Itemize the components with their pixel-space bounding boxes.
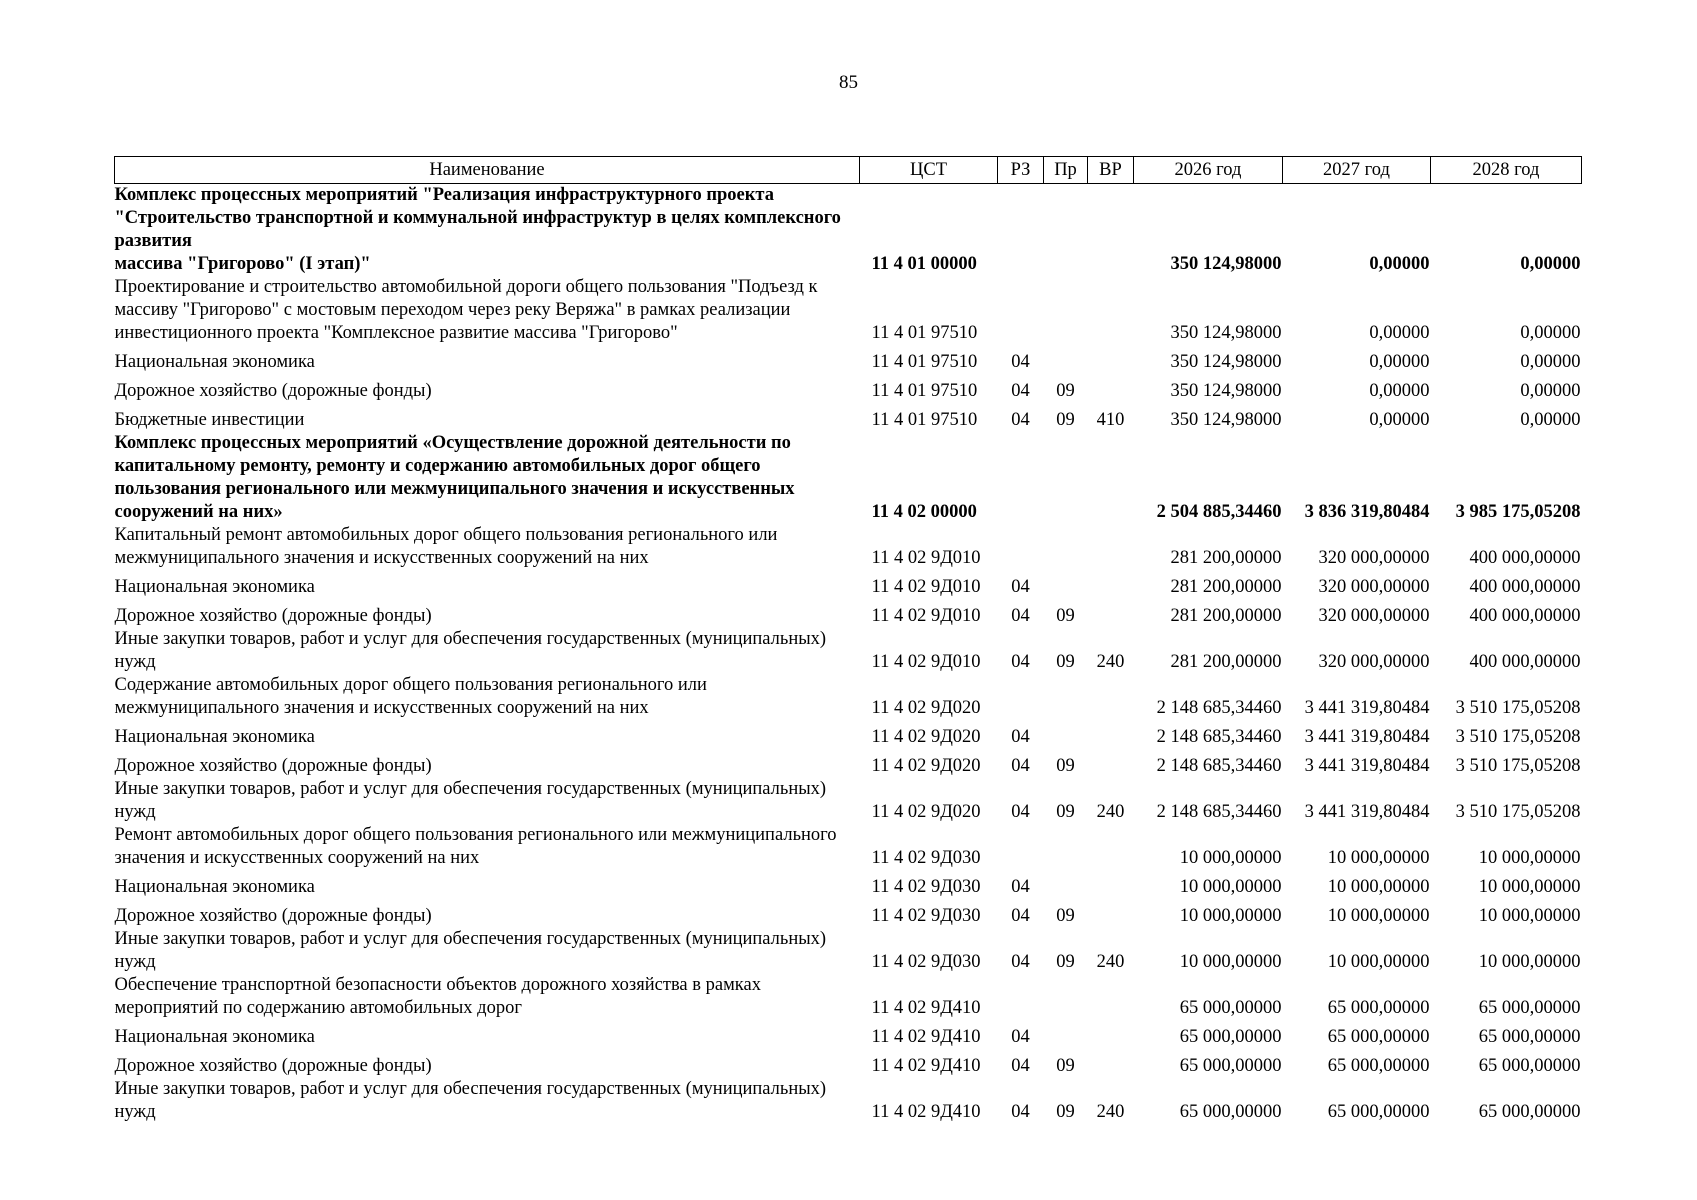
cell-pr bbox=[1044, 974, 1088, 1020]
table-row bbox=[115, 1078, 1582, 1124]
cell-y2028: 3 510 175,05208 bbox=[1455, 756, 1581, 776]
table-row bbox=[115, 1020, 1582, 1049]
cell-y2027: 3 836 319,80484 bbox=[1304, 502, 1430, 522]
cell-cst: 11 4 02 9Д030 bbox=[871, 848, 981, 868]
cell-pr bbox=[1044, 184, 1088, 277]
cell-cst: 11 4 02 9Д010 bbox=[871, 548, 981, 568]
cell-cst: 11 4 02 9Д010 bbox=[871, 652, 981, 672]
cell-y2026: 350 124,98000 bbox=[1170, 254, 1282, 274]
cell-y2028: 0,00000 bbox=[1520, 254, 1581, 274]
cell-name: Дорожное хозяйство (дорожные фонды) bbox=[114, 906, 432, 926]
cell-y2026: 350 124,98000 bbox=[1170, 381, 1282, 401]
page-number: 85 bbox=[839, 72, 858, 93]
cell-cst: 11 4 01 97510 bbox=[871, 323, 978, 343]
cell-y2026: 65 000,00000 bbox=[1179, 1027, 1282, 1047]
cell-y2027: 3 441 319,80484 bbox=[1304, 727, 1430, 747]
cell-cst: 11 4 02 9Д030 bbox=[871, 906, 981, 926]
header-2028: 2028 год bbox=[1431, 157, 1582, 184]
cell-y2026: 10 000,00000 bbox=[1179, 952, 1282, 972]
cell-y2026: 65 000,00000 bbox=[1179, 1056, 1282, 1076]
table-body bbox=[115, 184, 1582, 1125]
table-row bbox=[115, 870, 1582, 899]
cell-pr bbox=[1044, 276, 1088, 345]
cell-y2027: 3 441 319,80484 bbox=[1304, 698, 1430, 718]
cell-y2027: 0,00000 bbox=[1369, 254, 1430, 274]
cell-vr: 410 bbox=[1096, 410, 1125, 430]
cell-cst: 11 4 02 9Д410 bbox=[871, 1027, 981, 1047]
table-row bbox=[115, 403, 1582, 432]
cell-rz: 04 bbox=[1011, 756, 1030, 776]
cell-y2027: 0,00000 bbox=[1369, 323, 1430, 343]
cell-y2027: 0,00000 bbox=[1369, 410, 1430, 430]
cell-y2026: 10 000,00000 bbox=[1179, 906, 1282, 926]
cell-name: Национальная экономика bbox=[114, 877, 315, 897]
header-pr: Пр bbox=[1044, 157, 1088, 184]
table-row bbox=[115, 749, 1582, 778]
cell-cst: 11 4 02 9Д010 bbox=[871, 577, 981, 597]
cell-rz: 04 bbox=[1011, 381, 1030, 401]
cell-rz: 04 bbox=[1011, 577, 1030, 597]
table-row bbox=[115, 899, 1582, 928]
cell-y2028: 400 000,00000 bbox=[1469, 577, 1581, 597]
cell-pr: 09 bbox=[1056, 802, 1075, 822]
table-row bbox=[115, 524, 1582, 570]
cell-rz: 04 bbox=[1011, 906, 1030, 926]
cell-vr: 240 bbox=[1096, 1102, 1125, 1122]
cell-pr bbox=[1044, 720, 1088, 749]
cell-pr bbox=[1044, 570, 1088, 599]
cell-vr bbox=[1088, 824, 1134, 870]
cell-y2026: 350 124,98000 bbox=[1170, 352, 1282, 372]
cell-y2028: 400 000,00000 bbox=[1469, 652, 1581, 672]
cell-rz bbox=[998, 524, 1044, 570]
cell-cst: 11 4 02 9Д030 bbox=[871, 877, 981, 897]
cell-vr bbox=[1088, 599, 1134, 628]
cell-y2028: 65 000,00000 bbox=[1478, 1056, 1581, 1076]
cell-y2026: 281 200,00000 bbox=[1170, 577, 1282, 597]
cell-y2026: 2 148 685,34460 bbox=[1156, 727, 1282, 747]
cell-y2028: 3 510 175,05208 bbox=[1455, 698, 1581, 718]
cell-y2027: 65 000,00000 bbox=[1327, 1102, 1430, 1122]
cell-pr bbox=[1044, 674, 1088, 720]
cell-name: Национальная экономика bbox=[114, 577, 315, 597]
cell-name: Капитальный ремонт автомобильных дорог общего пользования регионального или межмуниципального значения и искусственных сооружений на них bbox=[114, 525, 778, 568]
cell-cst: 11 4 02 9Д030 bbox=[871, 952, 981, 972]
cell-name: Содержание автомобильных дорог общего пользования регионального или межмуниципального значения и искусственных сооружений на них bbox=[114, 675, 707, 718]
table-row bbox=[115, 432, 1582, 524]
cell-y2027: 10 000,00000 bbox=[1327, 848, 1430, 868]
cell-rz bbox=[998, 276, 1044, 345]
cell-y2026: 350 124,98000 bbox=[1170, 323, 1282, 343]
cell-pr: 09 bbox=[1056, 1056, 1075, 1076]
cell-y2028: 10 000,00000 bbox=[1478, 877, 1581, 897]
cell-pr bbox=[1044, 524, 1088, 570]
cell-rz bbox=[998, 674, 1044, 720]
cell-name: Иные закупки товаров, работ и услуг для обеспечения государственных (муниципальных) нужд bbox=[114, 779, 827, 822]
cell-rz: 04 bbox=[1011, 1027, 1030, 1047]
cell-y2028: 3 510 175,05208 bbox=[1455, 727, 1581, 747]
cell-y2026: 281 200,00000 bbox=[1170, 606, 1282, 626]
cell-rz: 04 bbox=[1011, 606, 1030, 626]
cell-rz: 04 bbox=[1011, 877, 1030, 897]
cell-cst: 11 4 02 9Д410 bbox=[871, 1102, 981, 1122]
cell-y2027: 320 000,00000 bbox=[1318, 652, 1430, 672]
cell-y2028: 65 000,00000 bbox=[1478, 1027, 1581, 1047]
cell-y2028: 0,00000 bbox=[1520, 410, 1581, 430]
cell-rz: 04 bbox=[1011, 952, 1030, 972]
table-row bbox=[115, 974, 1582, 1020]
cell-cst: 11 4 02 9Д020 bbox=[871, 727, 981, 747]
cell-rz: 04 bbox=[1011, 727, 1030, 747]
table-row bbox=[115, 345, 1582, 374]
cell-y2026: 350 124,98000 bbox=[1170, 410, 1282, 430]
budget-table bbox=[114, 156, 1582, 1124]
table-row bbox=[115, 824, 1582, 870]
cell-y2028: 10 000,00000 bbox=[1478, 952, 1581, 972]
cell-pr: 09 bbox=[1056, 606, 1075, 626]
cell-rz: 04 bbox=[1011, 802, 1030, 822]
cell-y2026: 10 000,00000 bbox=[1179, 848, 1282, 868]
table-row bbox=[115, 1049, 1582, 1078]
cell-y2027: 0,00000 bbox=[1369, 352, 1430, 372]
table-row bbox=[115, 599, 1582, 628]
cell-y2027: 65 000,00000 bbox=[1327, 998, 1430, 1018]
cell-y2026: 10 000,00000 bbox=[1179, 877, 1282, 897]
cell-vr bbox=[1088, 974, 1134, 1020]
header-name: Наименование bbox=[115, 157, 860, 184]
cell-y2026: 2 148 685,34460 bbox=[1156, 802, 1282, 822]
cell-cst: 11 4 02 9Д020 bbox=[871, 802, 981, 822]
cell-cst: 11 4 02 9Д020 bbox=[871, 756, 981, 776]
cell-y2028: 0,00000 bbox=[1520, 352, 1581, 372]
cell-pr bbox=[1044, 432, 1088, 524]
cell-pr: 09 bbox=[1056, 906, 1075, 926]
cell-y2028: 10 000,00000 bbox=[1478, 848, 1581, 868]
cell-y2028: 0,00000 bbox=[1520, 323, 1581, 343]
cell-name: Национальная экономика bbox=[114, 352, 315, 372]
cell-rz: 04 bbox=[1011, 352, 1030, 372]
header-rz: РЗ bbox=[998, 157, 1044, 184]
table-header-row bbox=[115, 157, 1582, 184]
cell-rz bbox=[998, 184, 1044, 277]
header-cst: ЦСТ bbox=[860, 157, 998, 184]
cell-rz: 04 bbox=[1011, 410, 1030, 430]
cell-vr bbox=[1088, 674, 1134, 720]
cell-y2026: 2 148 685,34460 bbox=[1156, 756, 1282, 776]
cell-y2027: 10 000,00000 bbox=[1327, 952, 1430, 972]
cell-vr bbox=[1088, 345, 1134, 374]
cell-y2028: 400 000,00000 bbox=[1469, 548, 1581, 568]
cell-y2028: 65 000,00000 bbox=[1478, 998, 1581, 1018]
cell-y2028: 65 000,00000 bbox=[1478, 1102, 1581, 1122]
cell-vr: 240 bbox=[1096, 952, 1125, 972]
cell-pr bbox=[1044, 1020, 1088, 1049]
cell-y2028: 400 000,00000 bbox=[1469, 606, 1581, 626]
cell-pr bbox=[1044, 824, 1088, 870]
table-row bbox=[115, 720, 1582, 749]
cell-vr: 240 bbox=[1096, 652, 1125, 672]
cell-vr bbox=[1088, 374, 1134, 403]
cell-vr bbox=[1088, 570, 1134, 599]
cell-cst: 11 4 01 00000 bbox=[871, 254, 977, 274]
cell-vr bbox=[1088, 524, 1134, 570]
cell-y2027: 65 000,00000 bbox=[1327, 1027, 1430, 1047]
cell-y2027: 10 000,00000 bbox=[1327, 877, 1430, 897]
cell-vr bbox=[1088, 870, 1134, 899]
cell-name: Дорожное хозяйство (дорожные фонды) bbox=[114, 756, 432, 776]
table-row bbox=[115, 928, 1582, 974]
cell-y2027: 320 000,00000 bbox=[1318, 606, 1430, 626]
cell-y2028: 3 510 175,05208 bbox=[1455, 802, 1581, 822]
header-2026: 2026 год bbox=[1134, 157, 1283, 184]
cell-cst: 11 4 02 00000 bbox=[871, 502, 977, 522]
cell-cst: 11 4 02 9Д410 bbox=[871, 998, 981, 1018]
cell-name: Иные закупки товаров, работ и услуг для обеспечения государственных (муниципальных) нужд bbox=[114, 929, 827, 972]
cell-name: Бюджетные инвестиции bbox=[114, 410, 305, 430]
cell-name: Дорожное хозяйство (дорожные фонды) bbox=[114, 381, 432, 401]
cell-y2027: 320 000,00000 bbox=[1318, 577, 1430, 597]
cell-name: Проектирование и строительство автомобильной дороги общего пользования "Подъезд к массиву "Григорово" с мостовым переходом через реку Веряжа" в рамках реализации инвестиционного проекта "Комплексное развитие массива "Григорово" bbox=[114, 277, 818, 343]
cell-y2027: 3 441 319,80484 bbox=[1304, 756, 1430, 776]
cell-vr bbox=[1088, 432, 1134, 524]
cell-pr: 09 bbox=[1056, 756, 1075, 776]
cell-y2027: 0,00000 bbox=[1369, 381, 1430, 401]
cell-cst: 11 4 01 97510 bbox=[871, 410, 978, 430]
cell-cst: 11 4 02 9Д010 bbox=[871, 606, 981, 626]
cell-y2027: 10 000,00000 bbox=[1327, 906, 1430, 926]
table-row bbox=[115, 184, 1582, 277]
table-row bbox=[115, 628, 1582, 674]
cell-y2026: 65 000,00000 bbox=[1179, 1102, 1282, 1122]
cell-vr bbox=[1088, 720, 1134, 749]
cell-vr bbox=[1088, 276, 1134, 345]
cell-name: Комплекс процессных мероприятий "Реализация инфраструктурного проекта "Строительство транспортной и коммунальной инфраструктур в целях комплексного развития массива "Григорово" (I этап)" bbox=[114, 185, 841, 274]
cell-vr bbox=[1088, 184, 1134, 277]
cell-y2027: 3 441 319,80484 bbox=[1304, 802, 1430, 822]
cell-name: Иные закупки товаров, работ и услуг для обеспечения государственных (муниципальных) нужд bbox=[114, 1079, 827, 1122]
cell-name: Национальная экономика bbox=[114, 1027, 315, 1047]
cell-y2027: 320 000,00000 bbox=[1318, 548, 1430, 568]
cell-vr: 240 bbox=[1096, 802, 1125, 822]
cell-y2026: 281 200,00000 bbox=[1170, 548, 1282, 568]
table-row bbox=[115, 778, 1582, 824]
cell-name: Дорожное хозяйство (дорожные фонды) bbox=[114, 1056, 432, 1076]
cell-name: Обеспечение транспортной безопасности объектов дорожного хозяйства в рамках мероприятий по содержанию автомобильных дорог bbox=[114, 975, 761, 1018]
cell-y2027: 65 000,00000 bbox=[1327, 1056, 1430, 1076]
cell-vr bbox=[1088, 1020, 1134, 1049]
cell-name: Национальная экономика bbox=[114, 727, 315, 747]
table-row bbox=[115, 674, 1582, 720]
cell-pr: 09 bbox=[1056, 1102, 1075, 1122]
cell-y2026: 65 000,00000 bbox=[1179, 998, 1282, 1018]
table-row bbox=[115, 276, 1582, 345]
cell-rz: 04 bbox=[1011, 1056, 1030, 1076]
cell-rz bbox=[998, 824, 1044, 870]
cell-pr: 09 bbox=[1056, 410, 1075, 430]
cell-y2028: 3 985 175,05208 bbox=[1455, 502, 1581, 522]
cell-cst: 11 4 02 9Д410 bbox=[871, 1056, 981, 1076]
cell-pr bbox=[1044, 870, 1088, 899]
table-row bbox=[115, 570, 1582, 599]
cell-pr: 09 bbox=[1056, 952, 1075, 972]
cell-cst: 11 4 01 97510 bbox=[871, 381, 978, 401]
cell-vr bbox=[1088, 899, 1134, 928]
cell-rz: 04 bbox=[1011, 1102, 1030, 1122]
cell-rz bbox=[998, 974, 1044, 1020]
cell-cst: 11 4 02 9Д020 bbox=[871, 698, 981, 718]
header-vr: ВР bbox=[1088, 157, 1134, 184]
cell-pr: 09 bbox=[1056, 381, 1075, 401]
cell-pr bbox=[1044, 345, 1088, 374]
cell-rz bbox=[998, 432, 1044, 524]
cell-name: Комплекс процессных мероприятий «Осуществление дорожной деятельности по капитальному ремонту, ремонту и содержанию автомобильных дорог общего пользования регионального или межмуниципального значения и искусственных сооружений на них» bbox=[114, 433, 795, 522]
cell-vr bbox=[1088, 749, 1134, 778]
cell-y2028: 0,00000 bbox=[1520, 381, 1581, 401]
cell-name: Иные закупки товаров, работ и услуг для обеспечения государственных (муниципальных) нужд bbox=[114, 629, 827, 672]
cell-pr: 09 bbox=[1056, 652, 1075, 672]
cell-name: Дорожное хозяйство (дорожные фонды) bbox=[114, 606, 432, 626]
table-row bbox=[115, 374, 1582, 403]
cell-y2028: 10 000,00000 bbox=[1478, 906, 1581, 926]
cell-y2026: 281 200,00000 bbox=[1170, 652, 1282, 672]
cell-name: Ремонт автомобильных дорог общего пользования регионального или межмуниципального значения и искусственных сооружений на них bbox=[114, 825, 837, 868]
cell-vr bbox=[1088, 1049, 1134, 1078]
header-2027: 2027 год bbox=[1283, 157, 1431, 184]
cell-y2026: 2 504 885,34460 bbox=[1156, 502, 1282, 522]
cell-y2026: 2 148 685,34460 bbox=[1156, 698, 1282, 718]
cell-rz: 04 bbox=[1011, 652, 1030, 672]
cell-cst: 11 4 01 97510 bbox=[871, 352, 978, 372]
